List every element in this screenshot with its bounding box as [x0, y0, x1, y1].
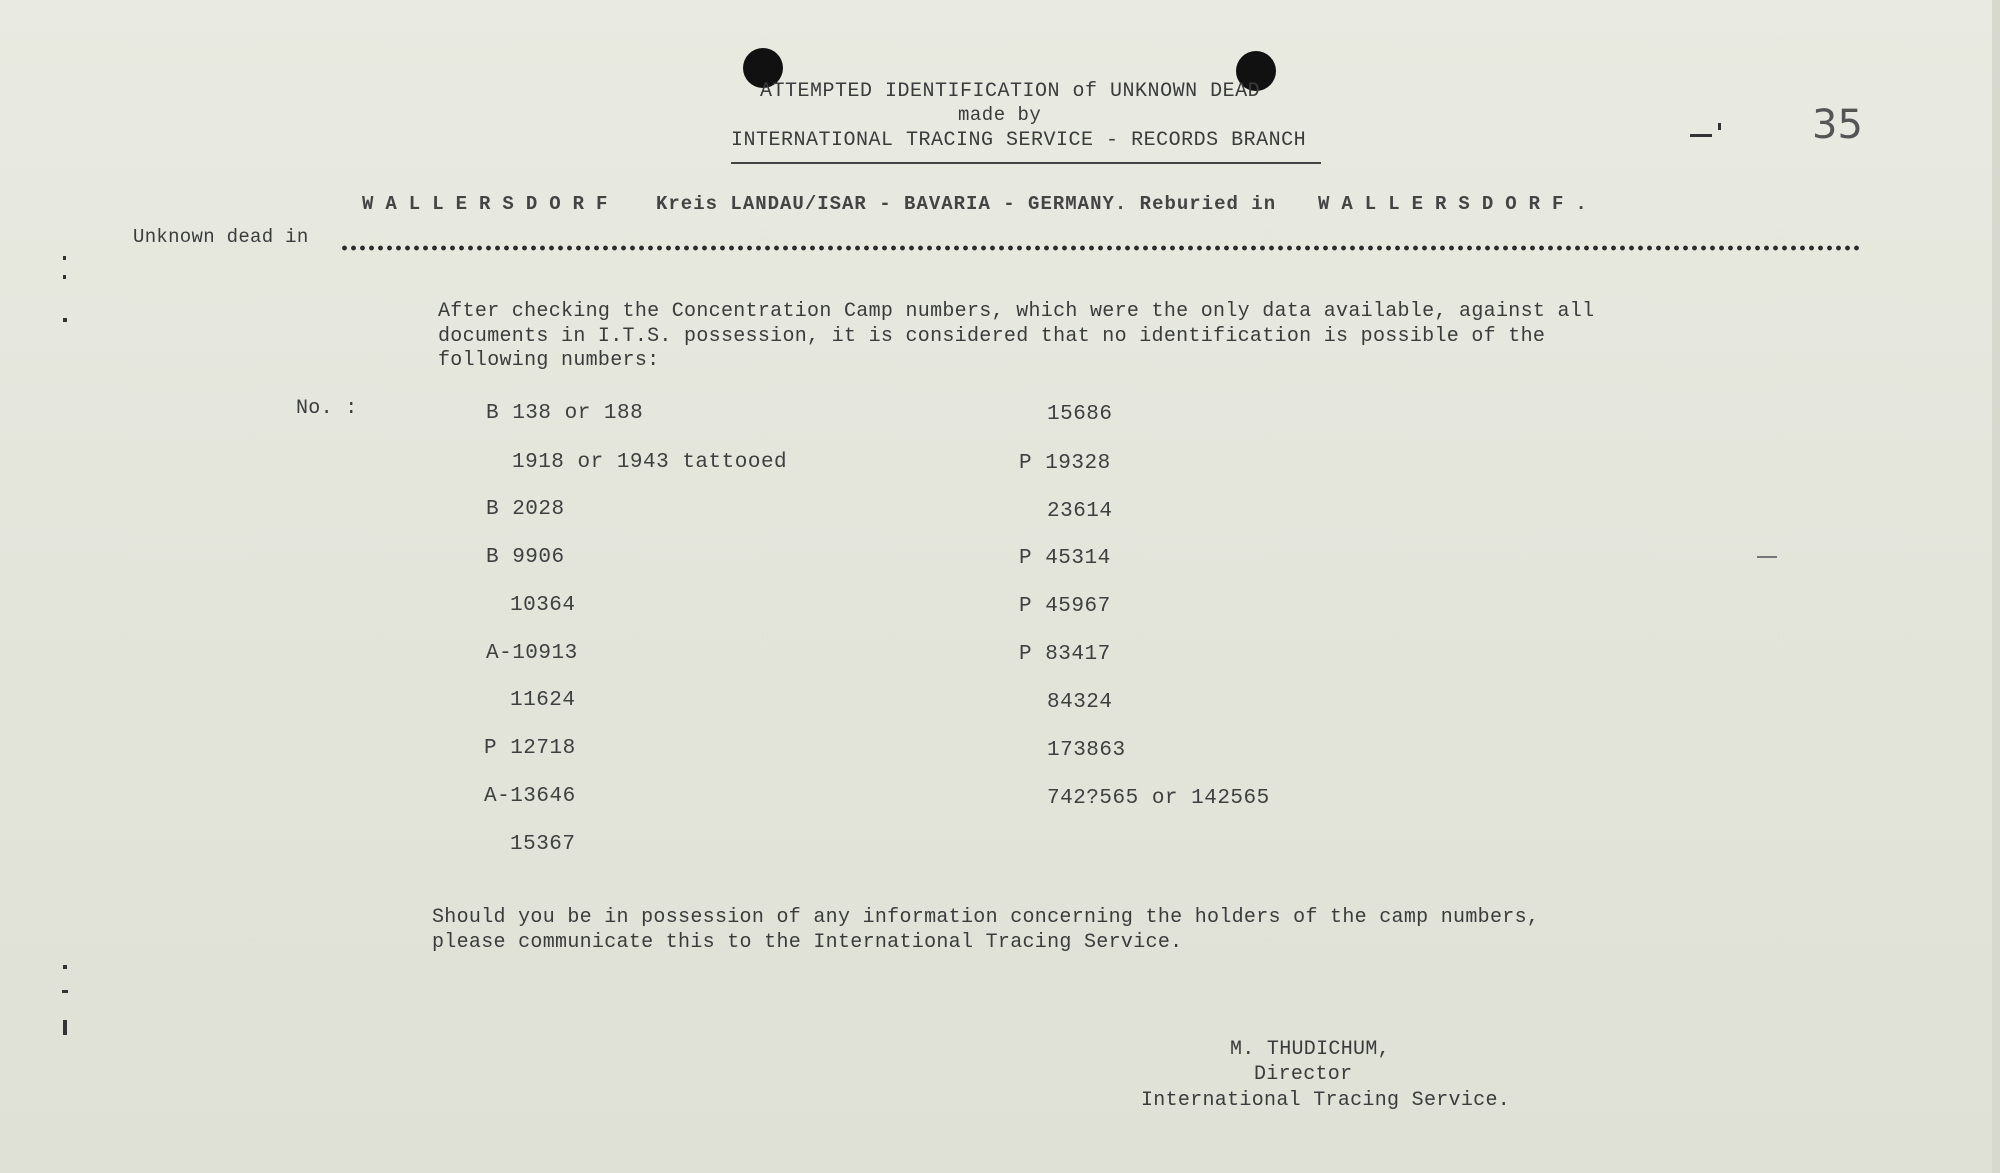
camp-number-left: B 2028 [486, 498, 565, 521]
camp-number-left: B 138 or 188 [486, 402, 644, 425]
margin-mark [63, 275, 66, 279]
intro-line-2: documents in I.T.S. possession, it is considered that no identification is possible of the [438, 325, 1546, 348]
camp-number-left: A-10913 [486, 642, 578, 665]
camp-number-left: 15367 [510, 833, 576, 856]
page-edge [1992, 0, 2000, 1173]
margin-mark [63, 1020, 67, 1035]
unknown-dead-label: Unknown dead in [133, 226, 309, 248]
ink-mark [1718, 123, 1721, 130]
intro-line-3: following numbers: [438, 349, 660, 372]
margin-mark [63, 318, 67, 322]
camp-number-right: P 83417 [1019, 643, 1111, 666]
camp-number-left: A-13646 [484, 785, 576, 808]
closing-line-2: please communicate this to the International Tracing Service. [432, 931, 1183, 954]
intro-line-1: After checking the Concentration Camp numbers, which were the only data available, against all [438, 300, 1595, 323]
signature-name: M. THUDICHUM, [1230, 1038, 1390, 1061]
margin-mark [63, 256, 66, 260]
leader-dots [340, 245, 1860, 251]
location-reburial: WALLERSDORF. [1318, 193, 1599, 215]
numbers-label: No. : [296, 397, 358, 420]
header-underline [731, 162, 1321, 164]
location-district: Kreis LANDAU/ISAR - BAVARIA - GERMANY. Reburied in [656, 193, 1277, 215]
camp-number-right: P 45967 [1019, 595, 1111, 618]
page-number: 35 [1812, 102, 1863, 148]
closing-line-1: Should you be in possession of any information concerning the holders of the camp numbers, [432, 906, 1540, 929]
header-made-by: made by [958, 104, 1042, 126]
camp-number-right: 173863 [1047, 739, 1126, 762]
camp-number-left: B 9906 [486, 546, 565, 569]
camp-number-right: 23614 [1047, 500, 1113, 523]
header-title: ATTEMPTED IDENTIFICATION of UNKNOWN DEAD [760, 80, 1261, 103]
camp-number-right: 15686 [1047, 403, 1113, 426]
camp-number-right: 742?565 or 142565 [1047, 787, 1270, 810]
header-org: INTERNATIONAL TRACING SERVICE - RECORDS BRANCH [731, 129, 1307, 152]
camp-number-left: 1918 or 1943 tattooed [512, 451, 788, 474]
ink-mark [1690, 134, 1712, 137]
camp-number-left: P 12718 [484, 737, 576, 760]
stray-mark [1757, 556, 1777, 558]
camp-number-right: P 19328 [1019, 452, 1111, 475]
signature-org: International Tracing Service. [1141, 1089, 1511, 1112]
margin-mark [63, 965, 67, 969]
signature-title: Director [1254, 1063, 1353, 1086]
camp-number-right: 84324 [1047, 691, 1113, 714]
camp-number-left: 11624 [510, 689, 576, 712]
location-town: WALLERSDORF [362, 193, 620, 215]
margin-mark [62, 990, 68, 993]
camp-number-left: 10364 [510, 594, 576, 617]
camp-number-right: P 45314 [1019, 547, 1111, 570]
